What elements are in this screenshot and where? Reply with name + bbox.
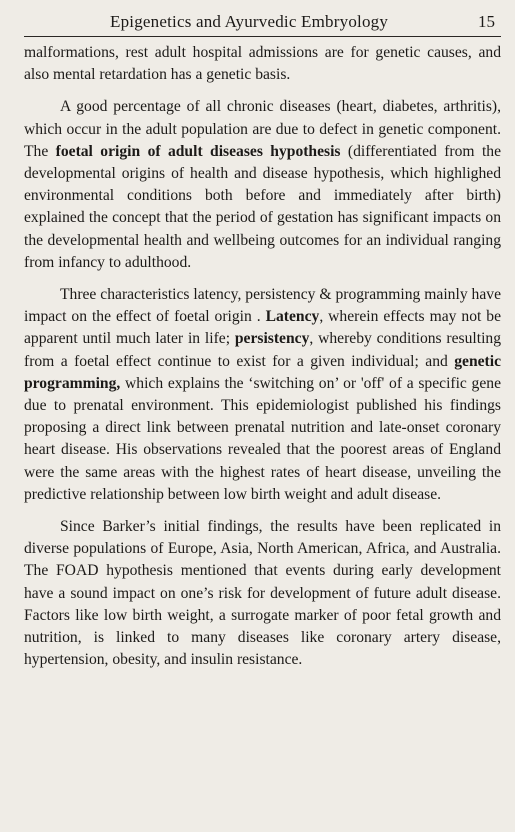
paragraph-3-text-1: Three characteristics latency, persistency & programming mainly have impact on the effect of foetal origin . — [24, 286, 501, 326]
persistency-term: persistency — [234, 330, 310, 348]
running-title: Epigenetics and Ayurvedic Embryology — [110, 12, 389, 31]
paragraph-2-text-2: (differentiated from the developmental origins of health and disease hypothesis, which highlighed environmental conditions both before and immediately after birth) explained the concept that the period of gestation has significant impacts on the developmental health and wellbeing outcomes for an individual ranging from infancy to adulthood. — [24, 142, 501, 271]
paragraph-4-text: Since Barker’s initial findings, the results have been replicated in diverse populations of Europe, Asia, North American, Africa, and Australia. The FOAD hypothesis mentioned that events during early development have a sound impact on one’s risk for development of future adult disease. Factors like low birth weight, a surrogate marker of poor fetal growth and nutrition, is linked to many diseases like coronary artery disease, hypertension, obesity, and insulin resistance. — [24, 518, 501, 669]
body-text — [24, 42, 501, 671]
paragraph-3 — [24, 284, 501, 506]
paragraph-4 — [24, 516, 501, 671]
paragraph-2-text-1: A good percentage of all chronic diseases (heart, diabetes, arthritis), which occur in the adult population are due to defect in genetic component. The — [24, 98, 501, 160]
latency-term: Latency — [265, 308, 320, 326]
foad-hypothesis-term: foetal origin of adult diseases hypothesis — [55, 142, 341, 160]
header-rule — [24, 36, 501, 37]
paragraph-3-text-2: , wherein effects may not be apparent until much later in life; — [24, 308, 501, 348]
paragraph-2 — [24, 96, 501, 274]
genetic-programming-term: genetic programming, — [24, 352, 501, 392]
paragraph-1-text: malformations, rest adult hospital admissions are for genetic causes, and also mental retardation has a genetic basis. — [24, 44, 501, 84]
page-number: 15 — [478, 12, 495, 31]
running-header — [22, 6, 505, 40]
paragraph-3-text-3: , whereby conditions resulting from a foetal effect continue to exist for a given individual; and — [24, 330, 502, 370]
paragraph-3-text-4: which explains the ‘switching on’ or 'off' of a specific gene due to prenatal environment. This epidemiologist published his findings proposing a direct link between prenatal nutrition and late-onset coronary heart disease. His observations revealed that the poorest areas of England were the same areas with the highest rates of heart disease, unveiling the predictive relationship between low birth weight and adult disease. — [24, 374, 501, 503]
paragraph-1 — [24, 42, 501, 86]
